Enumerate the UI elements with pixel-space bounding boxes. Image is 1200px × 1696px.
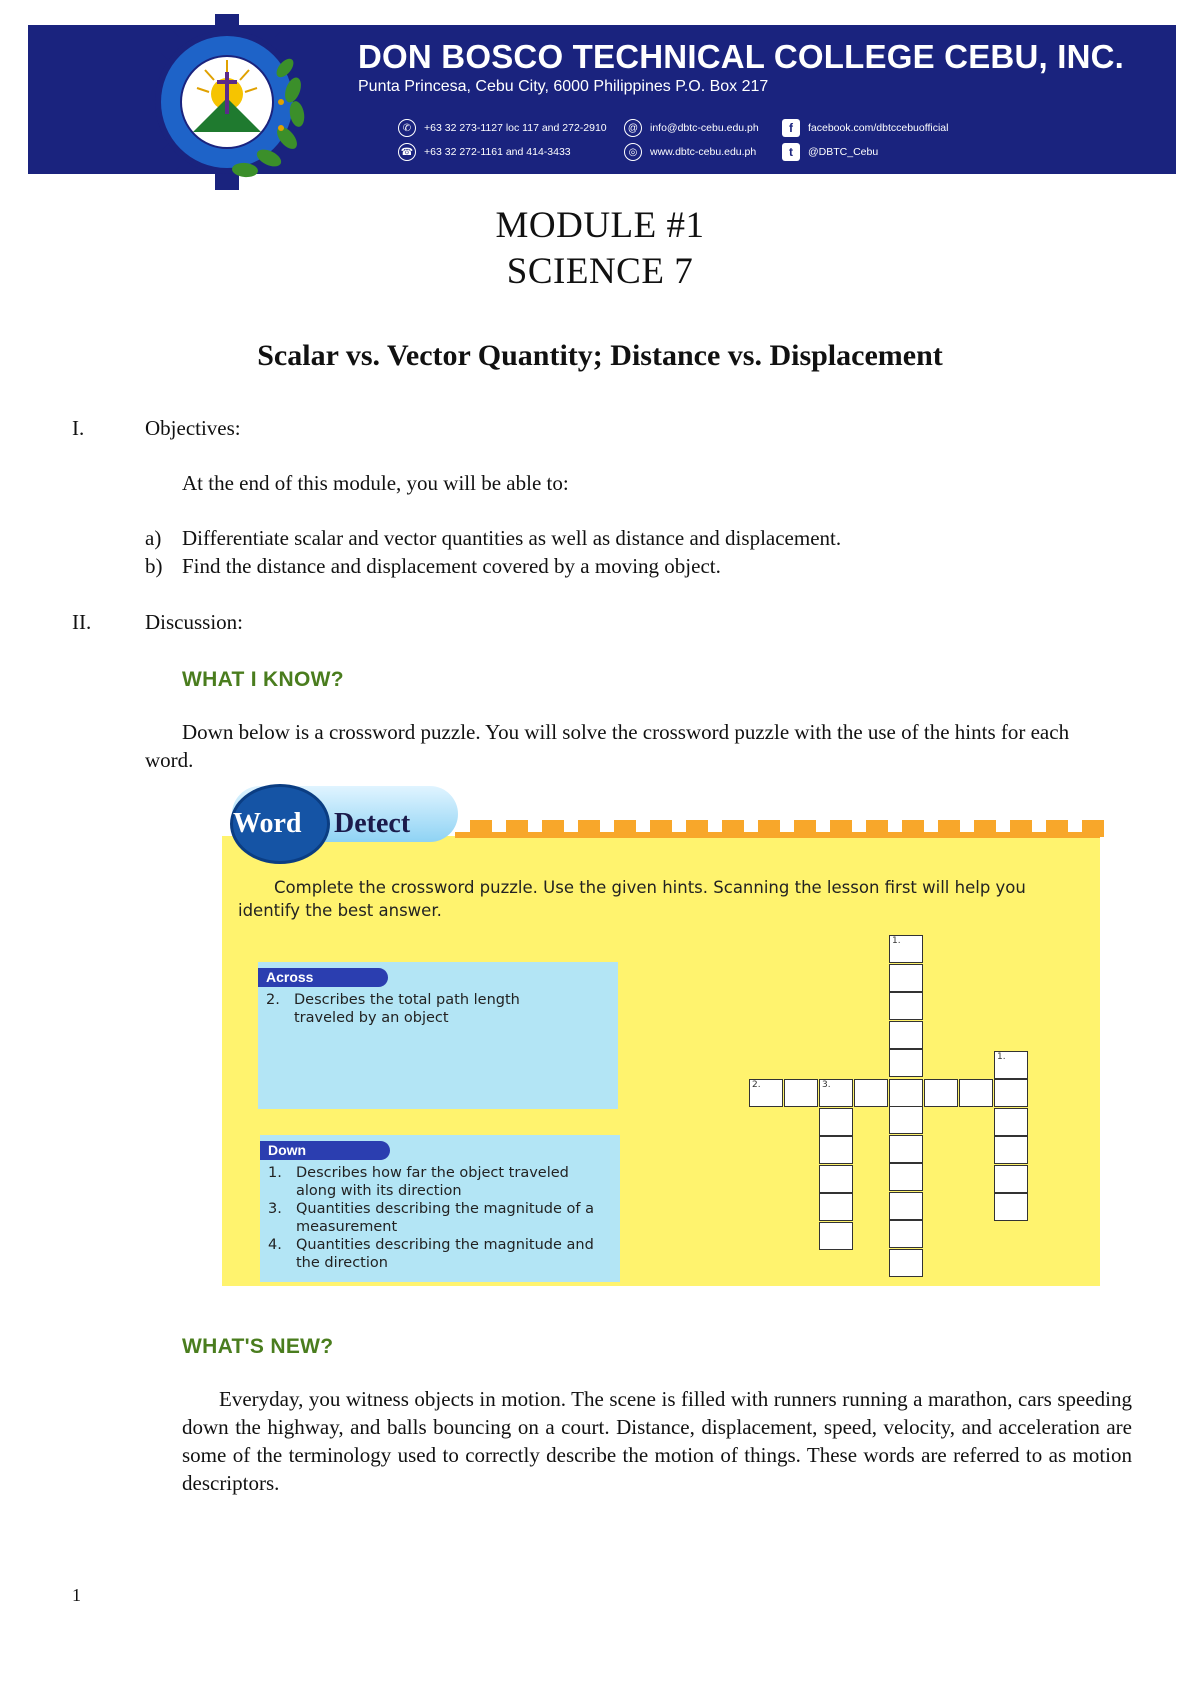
facebook-link[interactable]: facebook.com/dbtccebuofficial (808, 122, 949, 134)
crossword-cell[interactable] (959, 1079, 993, 1107)
crossword-cell[interactable] (889, 935, 923, 963)
crossword-cell[interactable] (889, 1049, 923, 1077)
crossword-cell[interactable] (819, 1108, 853, 1136)
module-title: MODULE #1 (495, 205, 705, 246)
decorative-notch (758, 820, 780, 837)
school-logo (135, 10, 335, 190)
crossword-cell[interactable] (889, 964, 923, 992)
crossword-cell[interactable] (819, 1193, 853, 1221)
decorative-notch (542, 820, 564, 837)
decorative-notch (470, 820, 492, 837)
crossword-cell[interactable] (994, 1108, 1028, 1136)
decorative-notch (866, 820, 888, 837)
decorative-notch (1082, 820, 1104, 837)
crossword-cell[interactable] (819, 1136, 853, 1164)
across-label: Across (258, 968, 388, 987)
subject-title: SCIENCE 7 (506, 251, 694, 292)
crossword-cell[interactable] (749, 1079, 783, 1107)
down-hint-4 (260, 1236, 620, 1272)
crossword-cell-number: 1. (892, 936, 901, 946)
decorative-notch (902, 820, 924, 837)
crossword-cell[interactable] (889, 992, 923, 1020)
objective-b-marker: b) (145, 554, 163, 578)
crossword-cell[interactable] (889, 1135, 923, 1163)
crossword-cell[interactable] (889, 1220, 923, 1248)
facebook-icon: f (782, 119, 800, 137)
hint-number: 3. (268, 1201, 282, 1217)
crossword-cell[interactable] (889, 1163, 923, 1191)
decorative-notch (1010, 820, 1032, 837)
phone-icon: ✆ (398, 119, 416, 137)
crossword-cell[interactable] (889, 1106, 923, 1134)
crossword-cell[interactable] (889, 1079, 923, 1107)
crossword-cell[interactable] (854, 1079, 888, 1107)
objectives-numeral: I. (72, 416, 85, 440)
crossword-cell[interactable] (784, 1079, 818, 1107)
phone-number-1: +63 32 273-1127 loc 117 and 272-2910 (424, 122, 607, 134)
twitter-handle[interactable]: @DBTC_Cebu (808, 146, 879, 158)
topic-title: Scalar vs. Vector Quantity; Distance vs. Displacement (257, 339, 943, 372)
globe-icon: ◎ (624, 143, 642, 161)
down-hint-3 (260, 1200, 620, 1236)
decorative-notch (686, 820, 708, 837)
twitter-contact (782, 143, 878, 161)
crossword-cell-number: 3. (822, 1080, 831, 1090)
whats-new-heading: WHAT'S NEW? (182, 1335, 334, 1358)
discussion-heading: Discussion: (145, 610, 244, 634)
website-contact (624, 143, 756, 161)
crossword-cell[interactable] (994, 1165, 1028, 1193)
crossword-cell-number: 2. (752, 1080, 761, 1090)
crossword-cell[interactable] (924, 1079, 958, 1107)
crossword-cell[interactable] (889, 1021, 923, 1049)
decorative-notch (506, 820, 528, 837)
crossword-cell[interactable] (994, 1193, 1028, 1221)
crossword-cell[interactable] (994, 1136, 1028, 1164)
word-detect-title-detect: Detect (334, 808, 411, 839)
decorative-notch (722, 820, 744, 837)
hint-number: 2. (266, 992, 280, 1008)
objectives-intro: At the end of this module, you will be able to: (182, 471, 569, 495)
fax-icon: ☎ (398, 143, 416, 161)
hint-text: Describes how far the object traveled along with its direction (296, 1165, 569, 1199)
whats-new-paragraph: Everyday, you witness objects in motion. The scene is filled with runners running a marathon, cars speeding down the highway, and balls bouncing on a court. Distance, displacement, speed, velocity, and acceleration are some of the terminology used to correctly describe the motion of things. These words are referred to as motion descriptors. (182, 1387, 1132, 1495)
crossword-cell[interactable] (889, 1249, 923, 1277)
twitter-icon: t (782, 143, 800, 161)
decorative-notch (578, 820, 600, 837)
objectives-heading: Objectives: (145, 416, 241, 440)
down-hint-1 (260, 1164, 620, 1200)
email-address[interactable]: info@dbtc-cebu.edu.ph (650, 122, 759, 134)
phone-contact-1 (398, 119, 607, 137)
decorative-notch (830, 820, 852, 837)
crossword-intro: Down below is a crossword puzzle. You will solve the crossword puzzle with the use of the hints for each word. (145, 720, 1070, 772)
phone-contact-2 (398, 143, 571, 161)
crossword-cell[interactable] (819, 1165, 853, 1193)
website-link[interactable]: www.dbtc-cebu.edu.ph (650, 146, 757, 158)
down-hints-box (260, 1135, 620, 1282)
crossword-cell[interactable] (819, 1079, 853, 1107)
crossword-cell[interactable] (889, 1192, 923, 1220)
discussion-numeral: II. (72, 610, 92, 634)
word-detect-title-word: Word (233, 808, 302, 839)
what-i-know-heading: WHAT I KNOW? (182, 668, 344, 691)
page-number: 1 (72, 1585, 81, 1605)
across-hints-box (258, 962, 618, 1109)
facebook-contact (782, 119, 948, 137)
hint-text: Quantities describing the magnitude and the direction (296, 1237, 594, 1271)
word-detect-instructions: Complete the crossword puzzle. Use the given hints. Scanning the lesson first will help you identify the best answer. (238, 878, 1026, 920)
hint-number: 1. (268, 1165, 282, 1181)
crossword-cell[interactable] (994, 1051, 1028, 1079)
hint-text: Describes the total path length traveled by an object (294, 992, 520, 1026)
across-hint-2 (258, 991, 618, 1027)
decorative-notch (614, 820, 636, 837)
hint-text: Quantities describing the magnitude of a measurement (296, 1201, 594, 1235)
school-address: Punta Princesa, Cebu City, 6000 Philippines P.O. Box 217 (358, 78, 769, 95)
decorative-notch (938, 820, 960, 837)
email-icon: @ (624, 119, 642, 137)
crossword-cell[interactable] (819, 1222, 853, 1250)
decorative-notch (1046, 820, 1068, 837)
phone-number-2: +63 32 272-1161 and 414-3433 (424, 146, 571, 158)
decorative-notch (650, 820, 672, 837)
email-contact (624, 119, 759, 137)
objective-a-marker: a) (145, 526, 162, 550)
crossword-cell-number: 1. (997, 1051, 1006, 1062)
hint-number: 4. (268, 1237, 282, 1253)
objective-b-text: Find the distance and displacement covered by a moving object. (182, 554, 721, 578)
crossword-cell[interactable] (994, 1079, 1028, 1107)
objective-a-text: Differentiate scalar and vector quantities as well as distance and displacement. (182, 526, 842, 550)
decorative-notch (974, 820, 996, 837)
down-label: Down (260, 1141, 390, 1160)
decorative-notch (794, 820, 816, 837)
school-name: DON BOSCO TECHNICAL COLLEGE CEBU, INC. (358, 38, 1125, 75)
